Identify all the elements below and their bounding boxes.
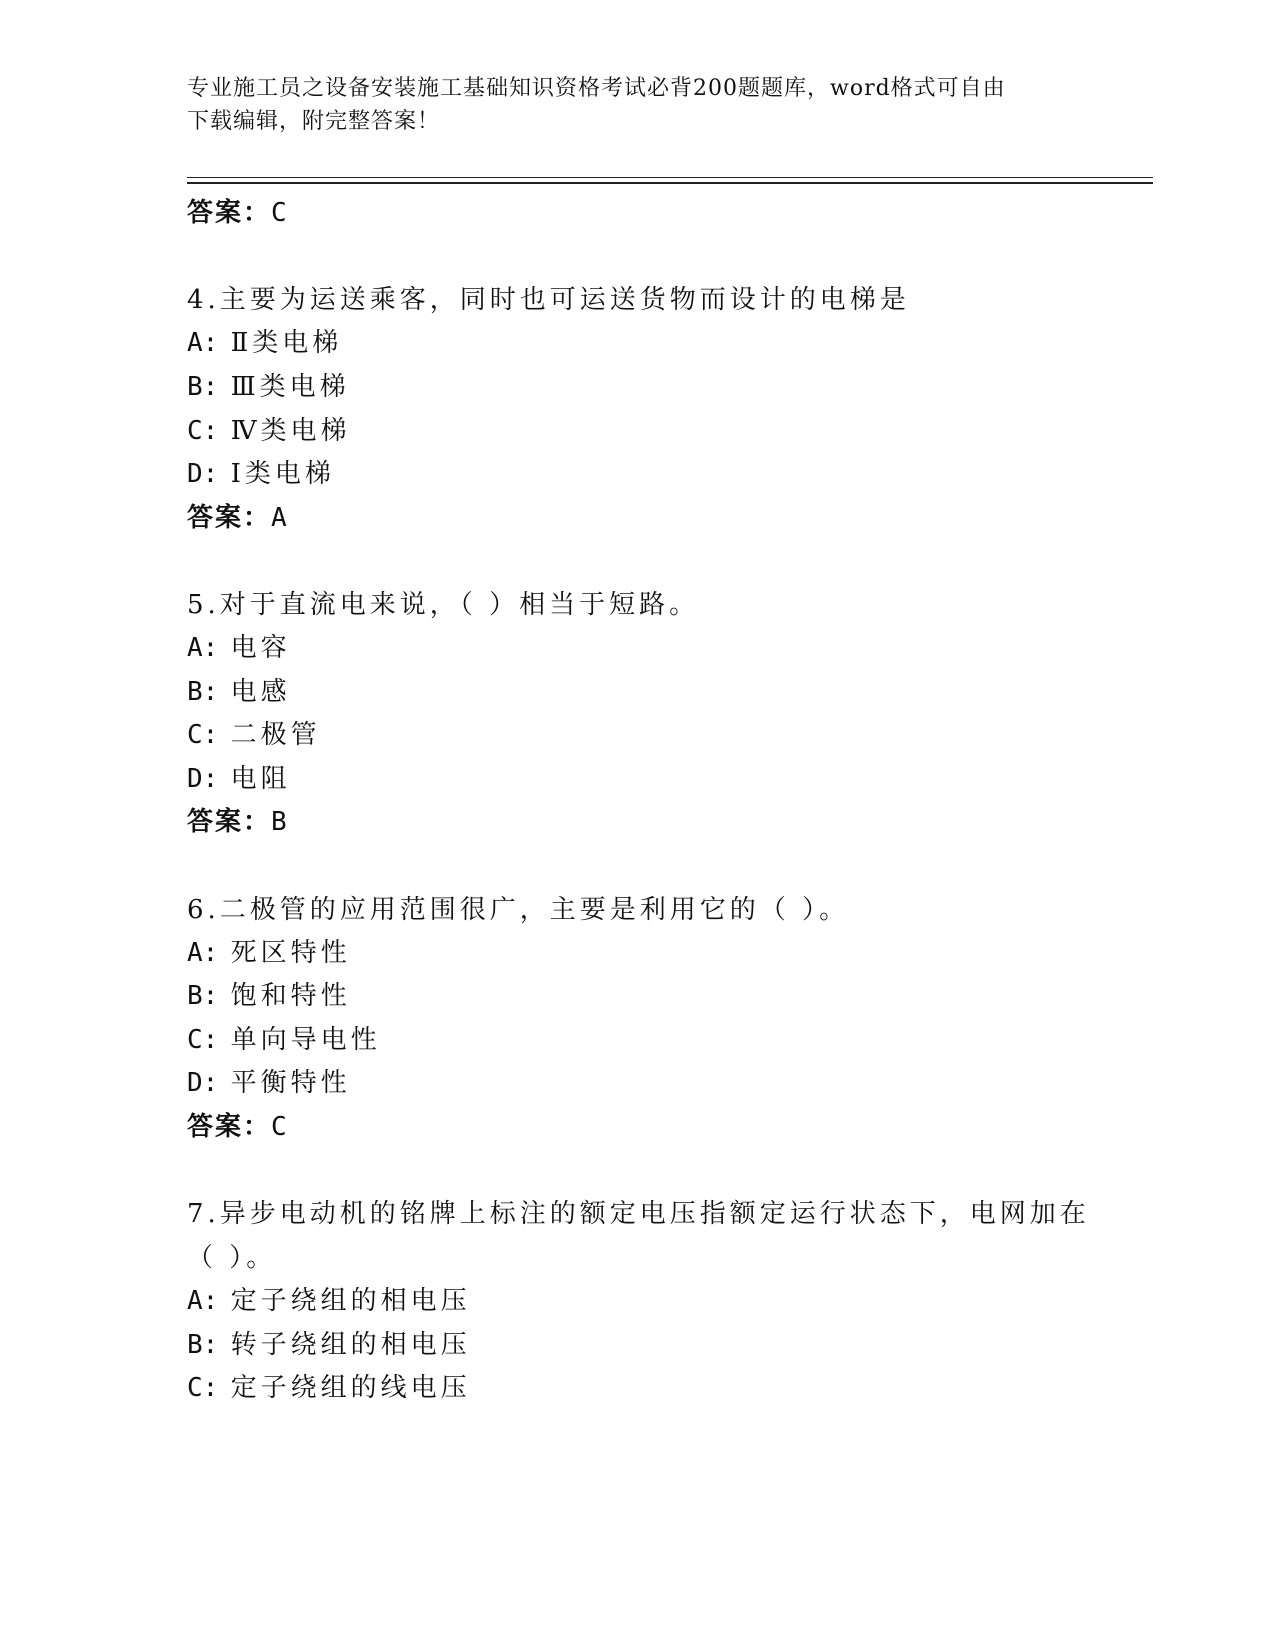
option-letter: B:: [187, 677, 219, 707]
option-letter: C:: [187, 720, 219, 750]
question-7-option-c: [187, 1367, 471, 1404]
option-text: 电容: [218, 633, 291, 663]
question-5-option-a: [187, 627, 291, 664]
question-6-stem: 6.二极管的应用范围很广，主要是利用它的（ ）。: [187, 895, 850, 925]
answer-value: A: [271, 503, 289, 533]
question-5-option-c: [187, 714, 321, 751]
answer-label: 答案：: [187, 503, 272, 533]
option-letter: D:: [187, 764, 219, 794]
option-letter: A:: [187, 328, 219, 358]
question-5-option-d: [187, 758, 291, 795]
option-text: 二极管: [218, 720, 321, 750]
option-text: 转子绕组的相电压: [218, 1330, 471, 1360]
question-4-answer: [187, 497, 289, 534]
question-7-option-b: [187, 1324, 471, 1361]
answer-value: C: [271, 198, 289, 228]
question-4-option-d: [187, 453, 335, 490]
answer-value: C: [271, 1112, 289, 1142]
option-letter: A:: [187, 1286, 219, 1316]
question-7-stem-line-2: （ ）。: [187, 1243, 277, 1273]
answer-label: 答案：: [187, 198, 272, 228]
option-text: Ⅰ类电梯: [218, 459, 335, 489]
question-7-option-a: [187, 1280, 471, 1317]
header-divider-thick: [187, 182, 1153, 184]
option-text: 平衡特性: [218, 1068, 351, 1098]
option-letter: B:: [187, 372, 219, 402]
answer-prev: [187, 192, 289, 229]
option-letter: A:: [187, 938, 219, 968]
option-letter: B:: [187, 981, 219, 1011]
option-text: 单向导电性: [218, 1025, 381, 1055]
option-text: Ⅲ类电梯: [218, 372, 350, 402]
option-text: Ⅱ类电梯: [218, 328, 343, 358]
option-letter: D:: [187, 1068, 219, 1098]
question-6-answer: [187, 1106, 289, 1143]
question-4-option-c: [187, 410, 351, 447]
option-letter: C:: [187, 416, 219, 446]
question-6-option-c: [187, 1019, 381, 1056]
question-5-answer: [187, 801, 289, 838]
question-6-option-a: [187, 932, 351, 969]
option-text: 定子绕组的相电压: [218, 1286, 471, 1316]
header-line-1: 专业施工员之设备安装施工基础知识资格考试必背200题题库，word格式可自由: [187, 76, 1006, 101]
option-text: 定子绕组的线电压: [218, 1373, 471, 1403]
question-7-stem-line-1: 7.异步电动机的铭牌上标注的额定电压指额定运行状态下，电网加在: [187, 1199, 1090, 1229]
option-text: 饱和特性: [218, 981, 351, 1011]
header-line-2: 下载编辑，附完整答案！: [187, 109, 441, 134]
header-divider-thin: [187, 177, 1153, 178]
option-text: Ⅳ类电梯: [218, 416, 351, 446]
question-6-option-b: [187, 975, 351, 1012]
option-text: 死区特性: [218, 938, 351, 968]
answer-label: 答案：: [187, 1112, 272, 1142]
question-5-option-b: [187, 671, 291, 708]
option-letter: C:: [187, 1025, 219, 1055]
option-letter: D:: [187, 459, 219, 489]
question-4-option-a: [187, 322, 342, 359]
option-letter: B:: [187, 1330, 219, 1360]
question-4-option-b: [187, 366, 350, 403]
option-text: 电阻: [218, 764, 291, 794]
document-header: [187, 72, 1077, 138]
answer-label: 答案：: [187, 807, 272, 837]
question-4-stem: 4.主要为运送乘客，同时也可运送货物而设计的电梯是: [187, 285, 910, 315]
answer-value: B: [271, 807, 289, 837]
option-letter: C:: [187, 1373, 219, 1403]
question-6-option-d: [187, 1062, 351, 1099]
option-letter: A:: [187, 633, 219, 663]
option-text: 电感: [218, 677, 291, 707]
question-5-stem: 5.对于直流电来说，（ ）相当于短路。: [187, 590, 700, 620]
